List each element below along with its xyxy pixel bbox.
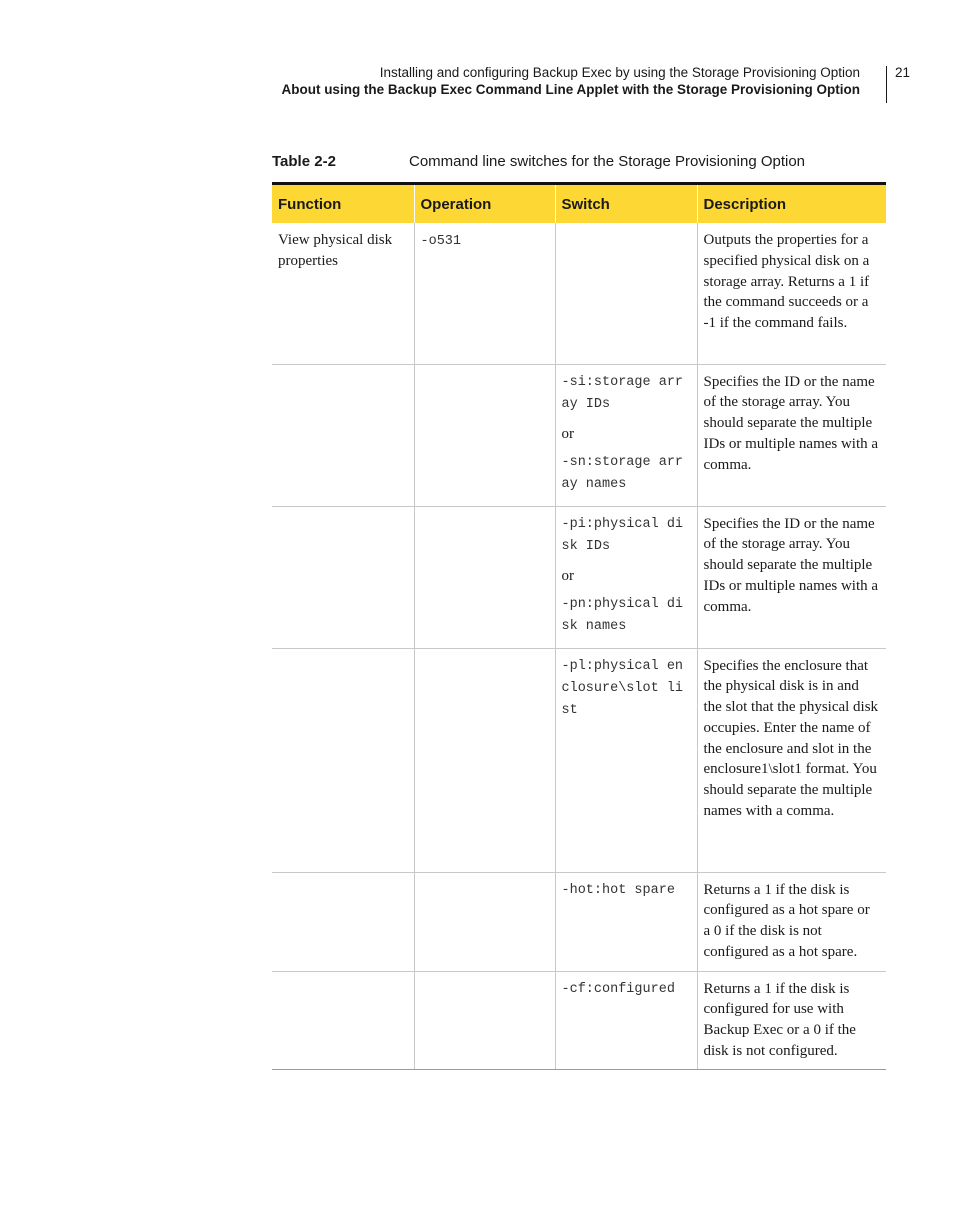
operation-cell: -o531 — [414, 223, 555, 364]
switch-code: -hot:hot spare — [561, 882, 675, 898]
table-label: Table 2-2 — [272, 153, 336, 170]
running-header — [240, 64, 880, 98]
table-row — [272, 872, 886, 971]
operation-cell — [414, 506, 555, 648]
header-switch: Switch — [555, 184, 697, 224]
operation-cell — [414, 364, 555, 506]
section-title: About using the Backup Exec Command Line Applet with the Storage Provisioning Option — [281, 82, 860, 97]
description-cell: Returns a 1 if the disk is configured for use with Backup Exec or a 0 if the disk is not configured. — [697, 971, 886, 1069]
switch-or: or — [561, 567, 574, 584]
function-cell — [272, 364, 414, 506]
table-title: Command line switches for the Storage Provisioning Option — [409, 153, 806, 170]
operation-cell — [414, 648, 555, 872]
description-cell: Specifies the ID or the name of the storage array. You should separate the multiple IDs or multiple names with a comma. — [697, 506, 886, 648]
switch-or: or — [561, 425, 574, 442]
table-row — [272, 971, 886, 1069]
table-row — [272, 364, 886, 506]
switch-cell — [555, 872, 697, 971]
table-header-row — [272, 184, 886, 224]
header-operation: Operation — [414, 184, 555, 224]
table-row — [272, 223, 886, 364]
header-description: Description — [697, 184, 886, 224]
header-function: Function — [272, 184, 414, 224]
switch-cell — [555, 364, 697, 506]
switches-table — [272, 182, 886, 1070]
table-row — [272, 506, 886, 648]
switch-code: -sn:storage array names — [561, 454, 684, 492]
function-cell — [272, 648, 414, 872]
function-cell — [272, 506, 414, 648]
switch-code: -si:storage array IDs — [561, 374, 684, 412]
switch-code: -pl:physical enclosure\slot list — [561, 658, 684, 718]
switch-code: -cf:configured — [561, 981, 675, 997]
switch-cell — [555, 648, 697, 872]
chapter-title: Installing and configuring Backup Exec by using the Storage Provisioning Option — [379, 65, 860, 80]
function-cell — [272, 872, 414, 971]
description-cell: Specifies the enclosure that the physical disk is in and the slot that the physical disk occupies. Enter the name of the enclosure and slot in the enclosure1\slot1 format. You should separate the multiple names with a comma. — [697, 648, 886, 872]
switch-code: -pi:physical disk IDs — [561, 516, 684, 554]
description-cell: Outputs the properties for a specified physical disk on a storage array. Returns a 1 if the command succeeds or a -1 if the command fails. — [697, 223, 886, 364]
switch-cell — [555, 223, 697, 364]
function-cell — [272, 971, 414, 1069]
operation-cell — [414, 971, 555, 1069]
switch-cell — [555, 506, 697, 648]
page-number: 21 — [895, 65, 911, 80]
operation-cell — [414, 872, 555, 971]
table-row — [272, 648, 886, 872]
header-divider — [886, 66, 887, 103]
description-cell: Returns a 1 if the disk is configured as a hot spare or a 0 if the disk is not configured as a hot spare. — [697, 872, 886, 971]
switch-cell — [555, 971, 697, 1069]
function-cell: View physical disk properties — [272, 223, 414, 364]
switch-code: -pn:physical disk names — [561, 596, 684, 634]
description-cell: Specifies the ID or the name of the storage array. You should separate the multiple IDs or multiple names with a comma. — [697, 364, 886, 506]
